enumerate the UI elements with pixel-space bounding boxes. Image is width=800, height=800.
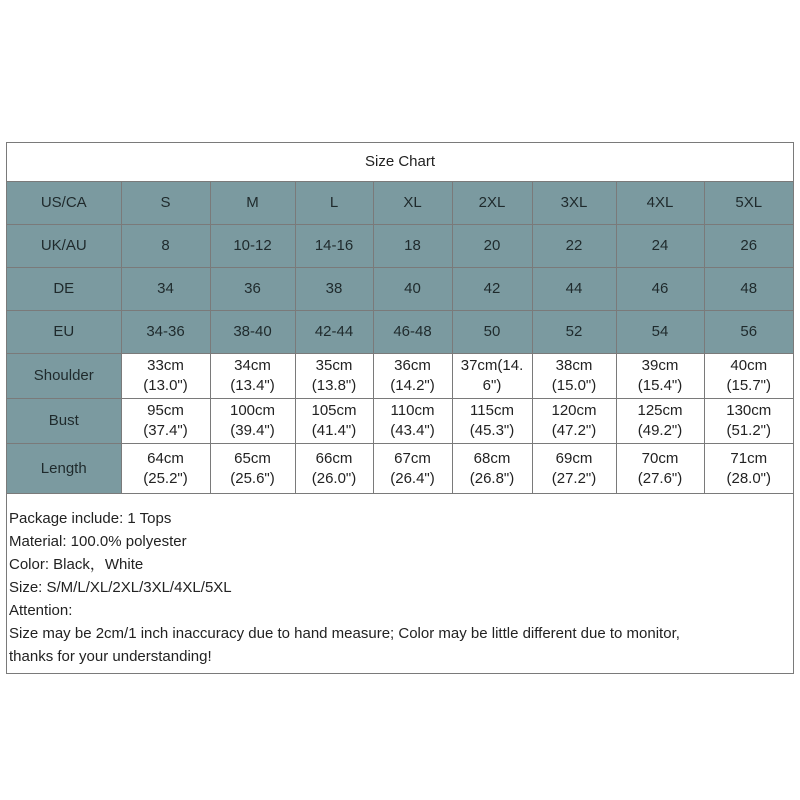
- measure-inch: (49.2"): [637, 422, 683, 439]
- measure-inch: (13.4"): [230, 377, 275, 394]
- table-cell: 46-48: [373, 311, 452, 354]
- measure-inch: (26.8"): [469, 469, 515, 487]
- table-cell: 56: [704, 311, 793, 354]
- measure-cm: 95cm: [147, 402, 184, 419]
- row-label: DE: [7, 268, 121, 311]
- measure-inch: (27.6"): [637, 469, 683, 487]
- table-cell: 26: [704, 225, 793, 268]
- table-cell: 5XL: [704, 182, 793, 225]
- measure-cm: 67cm: [394, 449, 431, 467]
- measure-cell: [373, 444, 452, 494]
- table-row: [7, 354, 793, 399]
- measure-inch: 6"): [482, 377, 502, 394]
- table-cell: 34-36: [121, 311, 210, 354]
- table-cell: 22: [532, 225, 616, 268]
- measure-inch: (15.4"): [637, 377, 683, 394]
- measure-cm: 40cm: [730, 357, 768, 374]
- measure-cm: 66cm: [315, 449, 353, 467]
- table-cell: M: [210, 182, 295, 225]
- table-cell: 52: [532, 311, 616, 354]
- measure-cell: [121, 354, 210, 399]
- table-cell: 48: [704, 268, 793, 311]
- table-cell: 18: [373, 225, 452, 268]
- measure-cm: 33cm: [147, 357, 184, 374]
- note-attention: Attention:: [9, 602, 73, 619]
- measure-cell: [373, 399, 452, 444]
- table-cell: 44: [532, 268, 616, 311]
- measure-cm: 68cm: [473, 449, 511, 467]
- row-label: US/CA: [7, 182, 121, 225]
- measure-label: Length: [7, 444, 121, 494]
- measure-cell: [532, 399, 616, 444]
- measure-cell: [704, 354, 793, 399]
- measure-cell: [616, 444, 704, 494]
- measure-cm: 34cm: [234, 357, 271, 374]
- table-row: [7, 225, 793, 268]
- measure-cm: 110cm: [390, 402, 435, 419]
- table-cell: 38: [295, 268, 373, 311]
- measure-inch: (26.4"): [390, 469, 435, 487]
- measure-cell: [616, 354, 704, 399]
- measure-label: Shoulder: [7, 354, 121, 399]
- measure-inch: (47.2"): [551, 422, 597, 439]
- table-row: [7, 268, 793, 311]
- measure-cell: [704, 399, 793, 444]
- measure-cell: [121, 444, 210, 494]
- measure-cm: 39cm: [641, 357, 679, 374]
- size-chart-table: [7, 143, 793, 494]
- measure-cm: 100cm: [229, 402, 276, 419]
- note-thanks: thanks for your understanding!: [9, 648, 212, 665]
- measure-cm: 130cm: [726, 402, 772, 419]
- table-cell: 36: [210, 268, 295, 311]
- measure-inch: (25.2"): [143, 469, 188, 487]
- row-label: EU: [7, 311, 121, 354]
- measure-cell: [532, 354, 616, 399]
- measure-cm: 71cm: [730, 449, 768, 467]
- measure-inch: (15.7"): [726, 377, 771, 394]
- measure-cell: [295, 444, 373, 494]
- measure-cell: [704, 444, 793, 494]
- measure-cell: [616, 399, 704, 444]
- measure-inch: (25.6"): [230, 469, 275, 487]
- measure-cm: 105cm: [311, 402, 357, 419]
- measure-cell: [452, 444, 532, 494]
- measure-inch: (28.0"): [726, 469, 771, 487]
- table-cell: 40: [373, 268, 452, 311]
- note-accuracy: Size may be 2cm/1 inch inaccuracy due to hand measure; Color may be little different due to monitor,: [9, 625, 680, 642]
- measure-cell: [121, 399, 210, 444]
- measure-cm: 69cm: [555, 449, 593, 467]
- table-cell: 24: [616, 225, 704, 268]
- measure-cm: 38cm: [555, 357, 593, 374]
- measure-cm: 36cm: [394, 357, 431, 374]
- table-cell: 14-16: [295, 225, 373, 268]
- measure-cm: 65cm: [234, 449, 271, 467]
- table-cell: 42: [452, 268, 532, 311]
- measure-inch: (39.4"): [230, 422, 275, 439]
- size-chart-sheet: [6, 142, 794, 674]
- table-row: [7, 444, 793, 494]
- measure-inch: (37.4"): [143, 422, 188, 439]
- measure-cm: 115cm: [470, 402, 514, 419]
- measure-cell: [210, 354, 295, 399]
- table-cell: 2XL: [452, 182, 532, 225]
- table-cell: 8: [121, 225, 210, 268]
- measure-inch: (43.4"): [390, 422, 435, 439]
- table-cell: 34: [121, 268, 210, 311]
- table-cell: XL: [373, 182, 452, 225]
- measure-cell: [295, 354, 373, 399]
- table-row: [7, 311, 793, 354]
- note-package: Package include: 1 Tops: [9, 510, 172, 527]
- table-title: Size Chart: [7, 143, 793, 182]
- table-cell: 50: [452, 311, 532, 354]
- measure-label: Bust: [7, 399, 121, 444]
- note-color: Color: Black，White: [9, 556, 144, 573]
- note-material: Material: 100.0% polyester: [9, 533, 187, 550]
- note-size: Size: S/M/L/XL/2XL/3XL/4XL/5XL: [9, 579, 232, 596]
- measure-cm: 64cm: [147, 449, 184, 467]
- table-cell: 10-12: [210, 225, 295, 268]
- measure-cell: [452, 399, 532, 444]
- measure-cell: [532, 444, 616, 494]
- table-row: [7, 399, 793, 444]
- table-cell: 42-44: [295, 311, 373, 354]
- measure-cell: [373, 354, 452, 399]
- measure-inch: (14.2"): [390, 377, 435, 394]
- table-cell: 54: [616, 311, 704, 354]
- measure-cell: [295, 399, 373, 444]
- table-cell: S: [121, 182, 210, 225]
- measure-cm: 125cm: [637, 402, 683, 419]
- measure-cell: [452, 354, 532, 399]
- measure-inch: (13.0"): [143, 377, 188, 394]
- measure-cm: 70cm: [641, 449, 679, 467]
- table-cell: 46: [616, 268, 704, 311]
- measure-inch: (41.4"): [311, 422, 357, 439]
- table-row: [7, 182, 793, 225]
- table-cell: 3XL: [532, 182, 616, 225]
- measure-cell: [210, 399, 295, 444]
- measure-cm: 120cm: [551, 402, 597, 419]
- table-cell: L: [295, 182, 373, 225]
- measure-inch: (13.8"): [311, 377, 357, 394]
- measure-inch: (26.0"): [311, 469, 357, 487]
- measure-inch: (27.2"): [551, 469, 597, 487]
- table-cell: 4XL: [616, 182, 704, 225]
- measure-inch: (51.2"): [726, 422, 771, 439]
- measure-cell: [210, 444, 295, 494]
- measure-inch: (45.3"): [469, 422, 515, 439]
- product-notes: [9, 507, 789, 668]
- table-cell: 20: [452, 225, 532, 268]
- measure-inch: (15.0"): [551, 377, 597, 394]
- table-cell: 38-40: [210, 311, 295, 354]
- measure-cm: 37cm(14.: [460, 357, 524, 374]
- measure-cm: 35cm: [315, 357, 353, 374]
- row-label: UK/AU: [7, 225, 121, 268]
